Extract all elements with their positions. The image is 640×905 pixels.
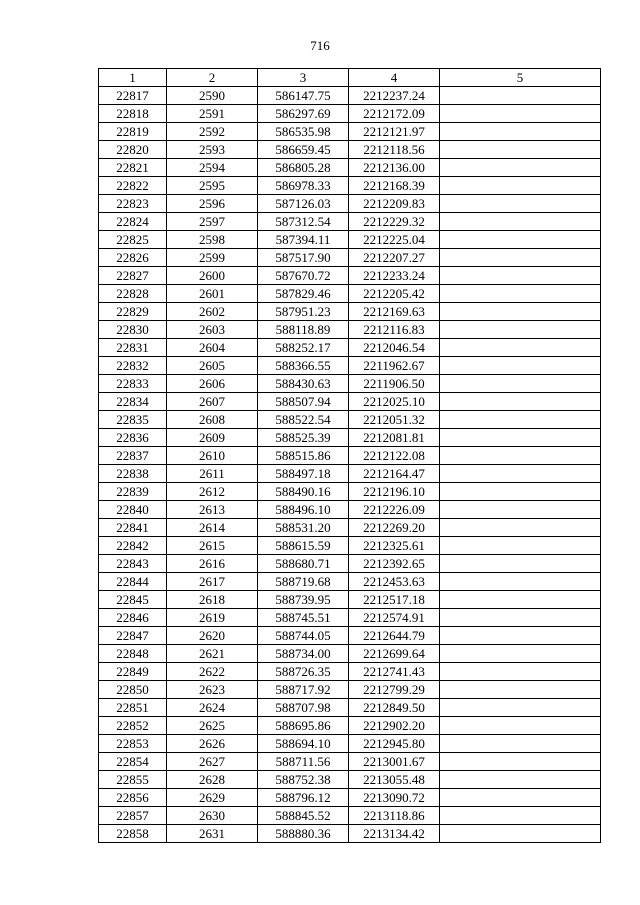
table-row — [99, 735, 601, 753]
table-cell: 22844 — [99, 573, 167, 591]
table-cell: 22846 — [99, 609, 167, 627]
table-row — [99, 393, 601, 411]
table-cell: 587394.11 — [258, 231, 349, 249]
table-cell: 2212172.09 — [349, 105, 440, 123]
table-cell: 22823 — [99, 195, 167, 213]
table-cell: 2631 — [167, 825, 258, 843]
table-cell: 588615.59 — [258, 537, 349, 555]
table-cell — [440, 123, 601, 141]
column-header: 5 — [440, 69, 601, 87]
table-cell: 586147.75 — [258, 87, 349, 105]
table-cell: 22847 — [99, 627, 167, 645]
table-cell: 2615 — [167, 537, 258, 555]
table-row — [99, 537, 601, 555]
table-cell: 2212644.79 — [349, 627, 440, 645]
table-cell: 2608 — [167, 411, 258, 429]
table-cell: 2604 — [167, 339, 258, 357]
table-cell: 2616 — [167, 555, 258, 573]
table-cell: 2607 — [167, 393, 258, 411]
table-cell: 22851 — [99, 699, 167, 717]
table-cell — [440, 663, 601, 681]
table-cell: 587670.72 — [258, 267, 349, 285]
table-cell: 2212233.24 — [349, 267, 440, 285]
table-cell: 2619 — [167, 609, 258, 627]
table-cell: 22836 — [99, 429, 167, 447]
table-row — [99, 591, 601, 609]
table-cell: 2212225.04 — [349, 231, 440, 249]
table-cell: 22820 — [99, 141, 167, 159]
table-cell: 588694.10 — [258, 735, 349, 753]
table-cell — [440, 303, 601, 321]
table-cell: 2212699.64 — [349, 645, 440, 663]
table-cell: 22819 — [99, 123, 167, 141]
table-cell — [440, 267, 601, 285]
table-row — [99, 177, 601, 195]
table-row — [99, 321, 601, 339]
table-cell — [440, 825, 601, 843]
table-row — [99, 519, 601, 537]
table-row — [99, 807, 601, 825]
table-cell — [440, 375, 601, 393]
table-cell: 22855 — [99, 771, 167, 789]
table-cell: 22858 — [99, 825, 167, 843]
table-cell: 2626 — [167, 735, 258, 753]
table-cell: 2212453.63 — [349, 573, 440, 591]
table-cell: 588745.51 — [258, 609, 349, 627]
table-cell: 2611 — [167, 465, 258, 483]
table-cell: 2212169.63 — [349, 303, 440, 321]
table-cell — [440, 789, 601, 807]
table-cell: 22830 — [99, 321, 167, 339]
table-cell — [440, 591, 601, 609]
header-row — [99, 69, 601, 87]
table-cell: 588496.10 — [258, 501, 349, 519]
table-cell — [440, 699, 601, 717]
table-row — [99, 105, 601, 123]
table-cell: 2620 — [167, 627, 258, 645]
table-cell — [440, 501, 601, 519]
table-cell — [440, 807, 601, 825]
table-cell: 588726.35 — [258, 663, 349, 681]
table-row — [99, 555, 601, 573]
table-cell: 2591 — [167, 105, 258, 123]
table-cell: 2617 — [167, 573, 258, 591]
table-cell — [440, 735, 601, 753]
table-cell: 2212902.20 — [349, 717, 440, 735]
table-cell: 2212164.47 — [349, 465, 440, 483]
table-cell: 2592 — [167, 123, 258, 141]
table-cell: 2212168.39 — [349, 177, 440, 195]
table-cell — [440, 753, 601, 771]
table-cell — [440, 159, 601, 177]
table-cell: 2603 — [167, 321, 258, 339]
table-cell: 588717.92 — [258, 681, 349, 699]
table-cell — [440, 249, 601, 267]
table-cell: 2212574.91 — [349, 609, 440, 627]
table-cell: 22838 — [99, 465, 167, 483]
table-cell: 22839 — [99, 483, 167, 501]
table-row — [99, 123, 601, 141]
table-cell: 2599 — [167, 249, 258, 267]
table-cell: 2212118.56 — [349, 141, 440, 159]
table-row — [99, 267, 601, 285]
table-cell: 2212945.80 — [349, 735, 440, 753]
table-cell: 588711.56 — [258, 753, 349, 771]
table-cell: 2213055.48 — [349, 771, 440, 789]
table-cell: 2593 — [167, 141, 258, 159]
table-cell: 2213090.72 — [349, 789, 440, 807]
table-row — [99, 339, 601, 357]
table-cell — [440, 537, 601, 555]
table-cell: 2212325.61 — [349, 537, 440, 555]
table-row — [99, 375, 601, 393]
table-cell: 2212121.97 — [349, 123, 440, 141]
table-cell: 588366.55 — [258, 357, 349, 375]
table-cell: 22835 — [99, 411, 167, 429]
table-cell: 588719.68 — [258, 573, 349, 591]
table-cell: 587312.54 — [258, 213, 349, 231]
table-cell: 22848 — [99, 645, 167, 663]
table-cell: 588880.36 — [258, 825, 349, 843]
table-row — [99, 195, 601, 213]
table-row — [99, 159, 601, 177]
table-cell: 586535.98 — [258, 123, 349, 141]
table-cell: 588752.38 — [258, 771, 349, 789]
table-cell: 2212237.24 — [349, 87, 440, 105]
table-cell: 2628 — [167, 771, 258, 789]
table-row — [99, 645, 601, 663]
table-cell: 22826 — [99, 249, 167, 267]
table-cell — [440, 717, 601, 735]
table-cell: 2600 — [167, 267, 258, 285]
table-cell — [440, 483, 601, 501]
column-header: 2 — [167, 69, 258, 87]
table-cell: 22850 — [99, 681, 167, 699]
table-cell: 2212269.20 — [349, 519, 440, 537]
table-cell: 2624 — [167, 699, 258, 717]
table-row — [99, 663, 601, 681]
table-row — [99, 213, 601, 231]
table-cell: 22842 — [99, 537, 167, 555]
column-header: 4 — [349, 69, 440, 87]
table-cell: 588744.05 — [258, 627, 349, 645]
table-row — [99, 699, 601, 717]
table-cell: 2213134.42 — [349, 825, 440, 843]
table-cell: 22824 — [99, 213, 167, 231]
table-cell: 587517.90 — [258, 249, 349, 267]
table-cell: 2212209.83 — [349, 195, 440, 213]
table-cell: 22843 — [99, 555, 167, 573]
table-cell — [440, 447, 601, 465]
table-cell — [440, 555, 601, 573]
table-cell — [440, 357, 601, 375]
table-cell: 2618 — [167, 591, 258, 609]
table-cell: 587951.23 — [258, 303, 349, 321]
table-cell — [440, 339, 601, 357]
table-row — [99, 141, 601, 159]
table-row — [99, 303, 601, 321]
table-cell — [440, 771, 601, 789]
table-row — [99, 609, 601, 627]
table-cell: 2212205.42 — [349, 285, 440, 303]
table-cell: 2212081.81 — [349, 429, 440, 447]
table-cell: 2595 — [167, 177, 258, 195]
table-cell: 588252.17 — [258, 339, 349, 357]
table-cell: 2613 — [167, 501, 258, 519]
table-cell: 2213001.67 — [349, 753, 440, 771]
table-cell — [440, 573, 601, 591]
table-cell: 2601 — [167, 285, 258, 303]
table-cell: 22853 — [99, 735, 167, 753]
table-cell: 2212799.29 — [349, 681, 440, 699]
table-cell: 22817 — [99, 87, 167, 105]
table-cell: 587829.46 — [258, 285, 349, 303]
table-row — [99, 483, 601, 501]
table-cell — [440, 429, 601, 447]
table-cell — [440, 681, 601, 699]
table-row — [99, 429, 601, 447]
table-cell: 2212136.00 — [349, 159, 440, 177]
table-cell: 588490.16 — [258, 483, 349, 501]
table-cell — [440, 285, 601, 303]
table-cell: 2605 — [167, 357, 258, 375]
table-cell: 588515.86 — [258, 447, 349, 465]
table-cell: 2614 — [167, 519, 258, 537]
table-cell: 2212051.32 — [349, 411, 440, 429]
table-cell: 2212116.83 — [349, 321, 440, 339]
table-cell: 2606 — [167, 375, 258, 393]
table-cell — [440, 393, 601, 411]
table-row — [99, 447, 601, 465]
table-cell: 22834 — [99, 393, 167, 411]
table-cell: 22828 — [99, 285, 167, 303]
table-cell: 2212849.50 — [349, 699, 440, 717]
table-cell: 2627 — [167, 753, 258, 771]
table-cell — [440, 177, 601, 195]
table-cell — [440, 519, 601, 537]
table-row — [99, 753, 601, 771]
table-cell: 2597 — [167, 213, 258, 231]
table-cell: 2622 — [167, 663, 258, 681]
table-body — [99, 87, 601, 843]
table-cell: 2212741.43 — [349, 663, 440, 681]
table-cell: 587126.03 — [258, 195, 349, 213]
table-cell: 2212025.10 — [349, 393, 440, 411]
table-cell: 588695.86 — [258, 717, 349, 735]
table-cell: 22857 — [99, 807, 167, 825]
table-cell: 2623 — [167, 681, 258, 699]
table-row — [99, 465, 601, 483]
table-cell: 2212229.32 — [349, 213, 440, 231]
table-cell: 2212196.10 — [349, 483, 440, 501]
table-cell: 588845.52 — [258, 807, 349, 825]
table-row — [99, 681, 601, 699]
table-cell: 2625 — [167, 717, 258, 735]
table-cell: 2630 — [167, 807, 258, 825]
table-row — [99, 249, 601, 267]
table-cell: 2609 — [167, 429, 258, 447]
table-cell: 586805.28 — [258, 159, 349, 177]
table-cell: 2596 — [167, 195, 258, 213]
table-cell — [440, 609, 601, 627]
table-cell — [440, 141, 601, 159]
table-cell: 22849 — [99, 663, 167, 681]
table-cell: 2212226.09 — [349, 501, 440, 519]
table-cell: 2594 — [167, 159, 258, 177]
table-cell: 2629 — [167, 789, 258, 807]
table-cell: 2212046.54 — [349, 339, 440, 357]
table-row — [99, 231, 601, 249]
table-cell: 2212207.27 — [349, 249, 440, 267]
table-cell — [440, 87, 601, 105]
page-number: 716 — [310, 38, 330, 53]
table-cell — [440, 195, 601, 213]
table-cell: 22832 — [99, 357, 167, 375]
table-cell: 586978.33 — [258, 177, 349, 195]
table-cell: 588739.95 — [258, 591, 349, 609]
table-cell: 2212122.08 — [349, 447, 440, 465]
table-cell: 588118.89 — [258, 321, 349, 339]
table-cell: 2621 — [167, 645, 258, 663]
table-cell: 2211906.50 — [349, 375, 440, 393]
table-row — [99, 573, 601, 591]
table-cell: 588507.94 — [258, 393, 349, 411]
table-row — [99, 285, 601, 303]
table-row — [99, 825, 601, 843]
table-cell: 2213118.86 — [349, 807, 440, 825]
table-cell: 22825 — [99, 231, 167, 249]
table-row — [99, 501, 601, 519]
table-cell: 2602 — [167, 303, 258, 321]
table-row — [99, 627, 601, 645]
table-row — [99, 771, 601, 789]
table-cell: 2590 — [167, 87, 258, 105]
table-cell: 2610 — [167, 447, 258, 465]
table-cell: 22827 — [99, 267, 167, 285]
table-cell: 588522.54 — [258, 411, 349, 429]
table-cell: 588796.12 — [258, 789, 349, 807]
table-row — [99, 717, 601, 735]
table-cell: 22822 — [99, 177, 167, 195]
table-row — [99, 357, 601, 375]
table-cell — [440, 321, 601, 339]
table-cell: 586297.69 — [258, 105, 349, 123]
coordinates-table — [98, 68, 601, 843]
column-header: 3 — [258, 69, 349, 87]
table-row — [99, 411, 601, 429]
table-cell: 22854 — [99, 753, 167, 771]
table-cell: 22818 — [99, 105, 167, 123]
table-cell — [440, 627, 601, 645]
table-cell: 22856 — [99, 789, 167, 807]
table-cell: 22831 — [99, 339, 167, 357]
table-cell: 2598 — [167, 231, 258, 249]
table-cell: 2211962.67 — [349, 357, 440, 375]
table-cell: 22841 — [99, 519, 167, 537]
table-cell: 22852 — [99, 717, 167, 735]
table-cell — [440, 465, 601, 483]
table-cell: 588680.71 — [258, 555, 349, 573]
table-cell — [440, 105, 601, 123]
column-header: 1 — [99, 69, 167, 87]
table-cell: 588430.63 — [258, 375, 349, 393]
table-cell: 2212517.18 — [349, 591, 440, 609]
table-cell — [440, 645, 601, 663]
table-cell: 588525.39 — [258, 429, 349, 447]
table-cell: 22837 — [99, 447, 167, 465]
table-cell — [440, 213, 601, 231]
table-cell: 2212392.65 — [349, 555, 440, 573]
table-cell — [440, 411, 601, 429]
table-cell: 588707.98 — [258, 699, 349, 717]
table-cell: 22845 — [99, 591, 167, 609]
table-row — [99, 789, 601, 807]
table-cell: 588734.00 — [258, 645, 349, 663]
table-cell: 586659.45 — [258, 141, 349, 159]
table-row — [99, 87, 601, 105]
table-cell: 588531.20 — [258, 519, 349, 537]
table-cell — [440, 231, 601, 249]
table-cell: 22821 — [99, 159, 167, 177]
table-cell: 22833 — [99, 375, 167, 393]
table-cell: 588497.18 — [258, 465, 349, 483]
table-cell: 22829 — [99, 303, 167, 321]
table-cell: 2612 — [167, 483, 258, 501]
table-cell: 22840 — [99, 501, 167, 519]
